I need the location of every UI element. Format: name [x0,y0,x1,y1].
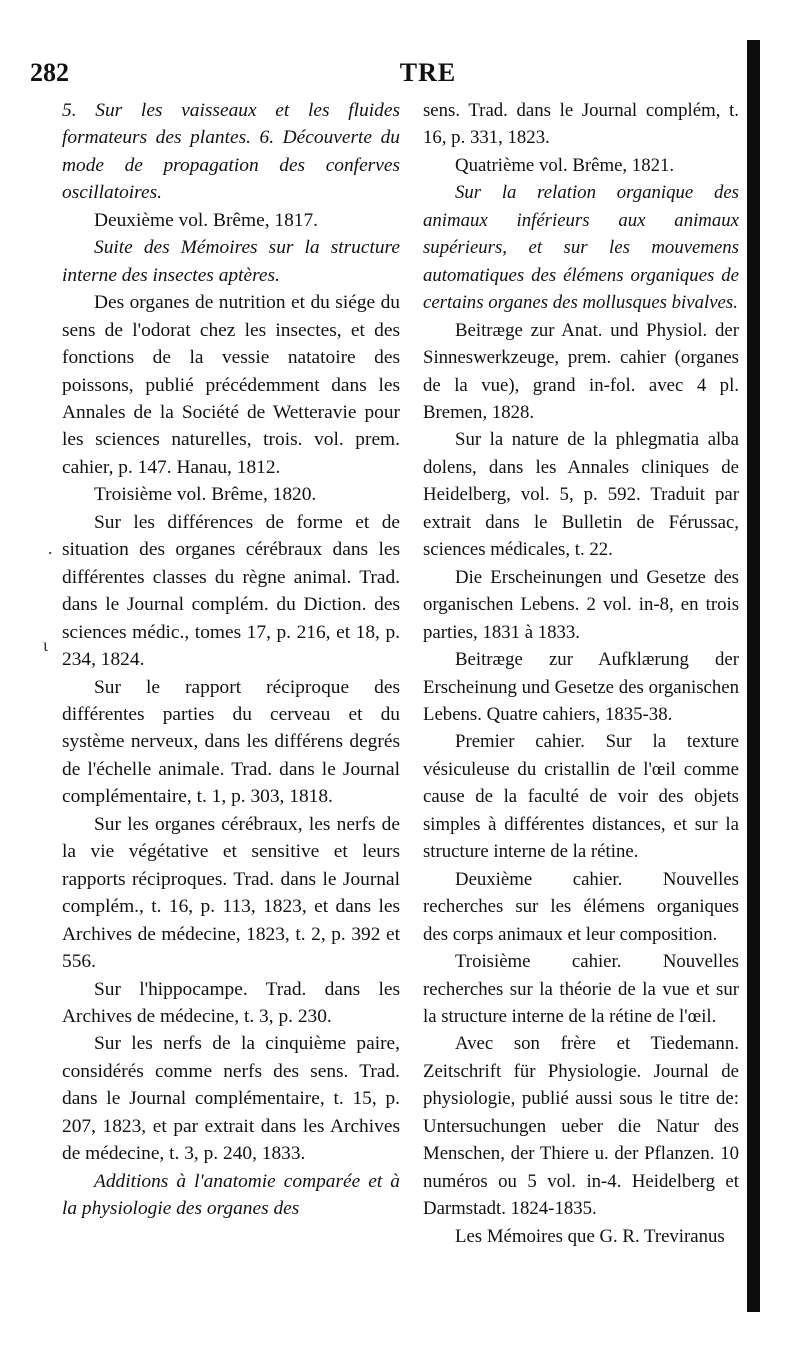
volume-heading: Troisième vol. Brême, 1820. [94,484,317,506]
volume-heading: Quatrième vol. Brême, 1821. [455,154,675,176]
entry-paragraph: Sur les différences de forme et de situation des organes cérébraux dans les différentes classes du règne animal. Trad. dans le Journal complém. du Diction. des sciences médic., tomes 17, p. 216, et 18, p. 234, 1824. [62,511,400,671]
entry-paragraph: Troisième cahier. Nouvelles recherches sur la théorie de la vue et sur la structure interne de la rétine de l'œil. [423,951,739,1027]
entry-paragraph: Sur la relation organique des animaux inférieurs aux animaux supérieurs, et sur les mouvemens automatiques des élémens organiques de certains organes des mollusques bivalves. [423,182,739,314]
entry-paragraph: sens. Trad. dans le Journal complém, t. 16, p. 331, 1823. [423,100,739,149]
margin-mark: . [48,538,53,558]
entry-paragraph: Sur l'hippocampe. Trad. dans les Archives de médecine, t. 3, p. 230. [62,978,400,1027]
entry-paragraph: Sur la nature de la phlegmatia alba dolens, dans les Annales cliniques de Heidelberg, vol. 5, p. 592. Traduit par extrait dans le Bulletin de Férussac, sciences médicales, t. 22. [423,429,739,561]
entry-paragraph: Additions à l'anatomie comparée et à la physiologie des organes des [62,1170,400,1220]
right-column [423,97,739,1250]
entry-paragraph: Sur les organes cérébraux, les nerfs de la vie végétative et sensitive et leurs rapports réciproques. Trad. dans le Journal complém., t. 16, p. 113, 1823, et dans les Archives de médecine, 1823, t. 2, p. 392 et 556. [62,813,400,973]
running-head: TRE [399,58,457,87]
entry-paragraph: Suite des Mémoires sur la structure interne des insectes aptères. [62,237,400,286]
entry-paragraph: Die Erscheinungen und Gesetze des organischen Lebens. 2 vol. in-8, en trois parties, 1831 à 1833. [423,566,739,643]
page-number: 282 [30,58,69,87]
page-edge-rule [747,40,760,1312]
page-header [30,58,740,98]
entry-paragraph: Beitræge zur Aufklærung der Erscheinung und Gesetze des organischen Lebens. Quatre cahiers, 1835-38. [423,649,739,725]
volume-heading: Deuxième vol. Brême, 1817. [94,209,319,231]
entry-paragraph: Beitræge zur Anat. und Physiol. der Sinneswerkzeuge, prem. cahier (organes de la vue), grand in-fol. avec 4 pl. Bremen, 1828. [423,319,739,423]
entry-paragraph: Premier cahier. Sur la texture vésiculeuse du cristallin de l'œil comme cause de la faculté de voir des objets simples à différentes distances, et sur la structure interne de la rétine. [423,731,739,863]
left-column [62,97,400,1223]
margin-mark: ι [43,635,48,655]
entry-paragraph: Avec son frère et Tiedemann. Zeitschrift für Physiologie. Journal de physiologie, publié aussi sous le titre de: Untersuchungen ueber die Natur des Menschen, der Thiere u. der Pflanzen. 10 numéros ou 5 vol. in-4. Heidelberg et Darmstadt. 1824-1835. [423,1033,739,1220]
entry-paragraph: Les Mémoires que G. R. Treviranus [455,1225,725,1247]
entry-paragraph: Des organes de nutrition et du siége du sens de l'odorat chez les insectes, et des fonctions de la vessie natatoire des poissons, publié précédemment dans les Annales de la Société de Wetteravie pour les sciences naturelles, trois. vol. prem. cahier, p. 147. Hanau, 1812. [62,292,400,478]
entry-paragraph: Deuxième cahier. Nouvelles recherches sur les élémens organiques des corps animaux et leur composition. [423,868,739,945]
entry-paragraph: Sur les nerfs de la cinquième paire, considérés comme nerfs des sens. Trad. dans le Journal complémentaire, t. 15, p. 207, 1823, et par extrait dans les Archives de médecine, t. 3, p. 240, 1833. [62,1033,400,1165]
entry-paragraph: 5. Sur les vaisseaux et les fluides formateurs des plantes. 6. Découverte du mode de propagation des conferves oscillatoires. [62,100,400,204]
entry-paragraph: Sur le rapport réciproque des différentes parties du cerveau et du système nerveux, dans les différens degrés de l'échelle animale. Trad. dans le Journal complémentaire, t. 1, p. 303, 1818. [62,676,400,808]
